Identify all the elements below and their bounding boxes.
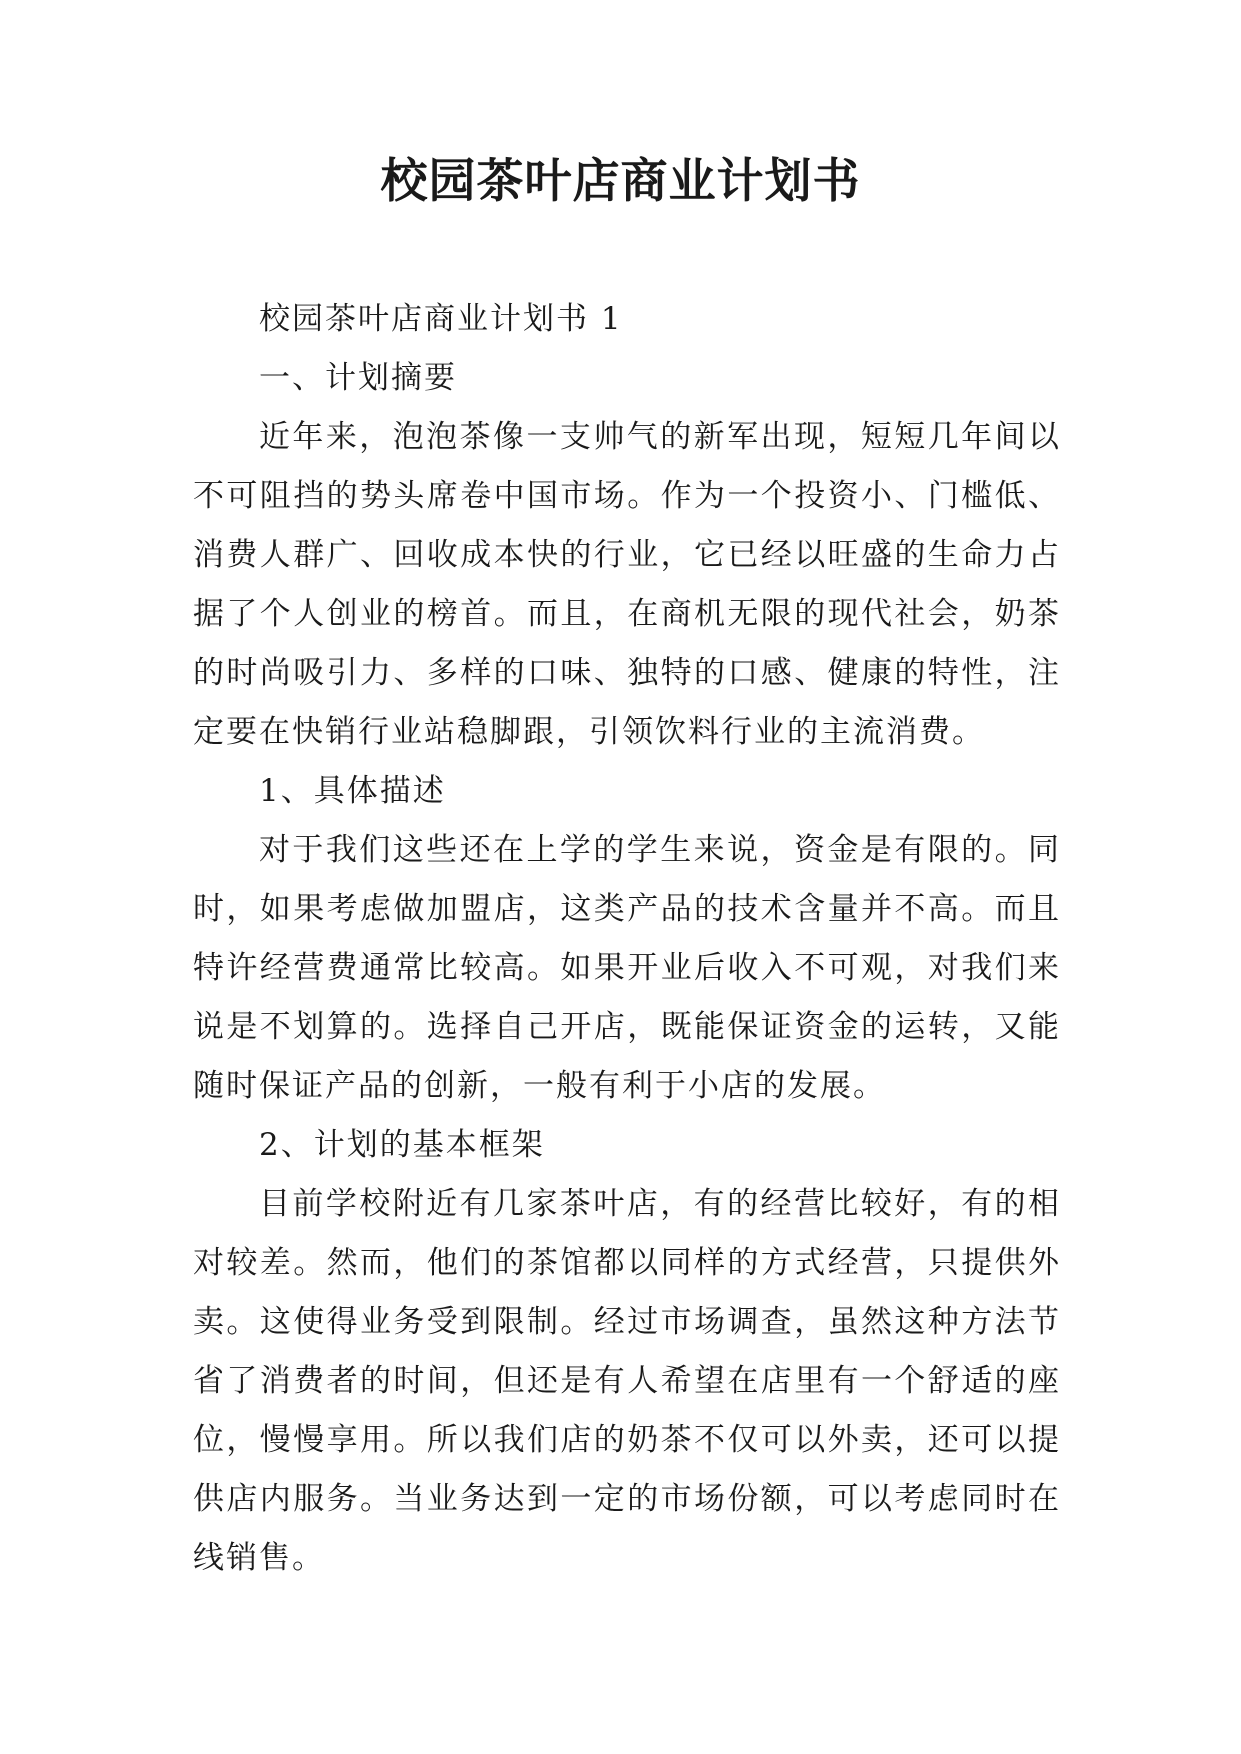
paragraph-framework: 目前学校附近有几家茶叶店，有的经营比较好，有的相对较差。然而，他们的茶馆都以同样的方式经营，只提供外卖。这使得业务受到限制。经过市场调查，虽然这种方法节省了消费者的时间，但还是有人希望在店里有一个舒适的座位，慢慢享用。所以我们店的奶茶不仅可以外卖，还可以提供店内服务。当业务达到一定的市场份额，可以考虑同时在线销售。 <box>193 1186 1061 1576</box>
section-heading-framework: 2、计划的基本框架 <box>259 1127 545 1163</box>
section-heading-description: 1、具体描述 <box>259 773 446 809</box>
paragraph-description: 对于我们这些还在上学的学生来说，资金是有限的。同时，如果考虑做加盟店，这类产品的技术含量并不高。而且特许经营费通常比较高。如果开业后收入不可观，对我们来说是不划算的。选择自己开店，既能保证资金的运转，又能随时保证产品的创新，一般有利于小店的发展。 <box>193 832 1061 1104</box>
document-body <box>193 290 1061 1588</box>
document-title: 校园茶叶店商业计划书 <box>380 154 861 209</box>
section-heading-plan: 校园茶叶店商业计划书 1 <box>259 301 623 337</box>
paragraph-summary: 近年来，泡泡茶像一支帅气的新军出现，短短几年间以不可阻挡的势头席卷中国市场。作为一个投资小、门槛低、消费人群广、回收成本快的行业，它已经以旺盛的生命力占据了个人创业的榜首。而且，在商机无限的现代社会，奶茶的时尚吸引力、多样的口味、独特的口感、健康的特性，注定要在快销行业站稳脚跟，引领饮料行业的主流消费。 <box>193 419 1061 750</box>
section-heading-summary: 一、计划摘要 <box>259 360 457 396</box>
